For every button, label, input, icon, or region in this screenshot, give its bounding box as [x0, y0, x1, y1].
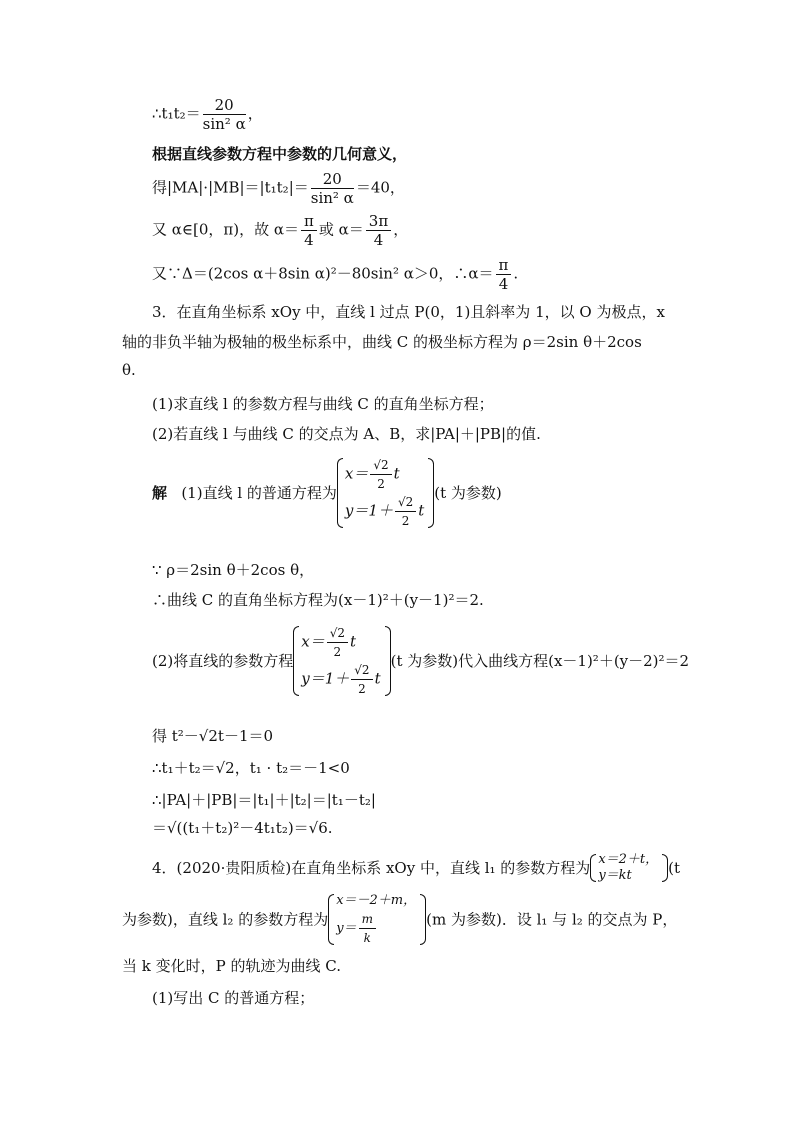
parametric-system: x＝2＋t， y＝kt [590, 852, 668, 884]
fraction: $\frac{√2}{2}$ [370, 456, 391, 493]
fraction: $\frac{20}{\text{sin² α}}$ [202, 96, 246, 133]
problem-4-question-1: (1)写出 C 的普通方程； [152, 989, 315, 1007]
fraction: $\frac{√2}{2}$ [395, 493, 416, 530]
fraction: $\frac{√2}{2}$ [351, 661, 372, 698]
line-delta: 又∵Δ＝(2cos α＋8sin α)²－80sin² α＞0，∴α＝ $\frac{\pi}{4}$ . [152, 256, 519, 293]
problem-4-line-1: 4．(2020·贵阳质检)在直角坐标系 xOy 中，直线 l₁ 的参数方程为 x＝2＋t， y＝kt (t [152, 852, 681, 883]
line-quadratic: 得 t²－√2t－1＝0 [152, 727, 274, 745]
parametric-system: x＝ $\frac{√2}{2}$ t y＝1＋ $\frac{√2}{2}$ t [337, 456, 434, 530]
line-alpha-range: 又 α∈[0，π)，故 α＝ $\frac{\pi}{4}$ 或 α＝ $\frac{3\pi}{4}$ ， [152, 212, 409, 249]
line-sum-product: ∴t₁＋t₂＝√2，t₁ · t₂＝－1<0 [152, 759, 350, 777]
problem-3-line-2: 轴的非负半轴为极轴的极坐标系中，曲线 C 的极坐标方程为 ρ＝2sin θ＋2cos [122, 333, 642, 351]
line-ma-mb: 得|MA|·|MB|＝|t₁t₂|＝ $\frac{20}{\text{sin² α}}$ ＝40， [152, 170, 405, 207]
fraction: $\frac{20}{\text{sin² α}}$ [310, 170, 354, 207]
line-rho: ∵ ρ＝2sin θ＋2cos θ， [152, 561, 315, 579]
fraction: $\frac{\pi}{4}$ [496, 256, 512, 293]
parametric-system: x＝－2＋m， y＝ $\frac{m}{k}$ [328, 892, 426, 947]
fraction: $\frac{3\pi}{4}$ [366, 212, 391, 249]
parametric-system: x＝ $\frac{√2}{2}$ t y＝1＋ $\frac{√2}{2}$ t [293, 624, 390, 698]
line-t1t2-text: ∴t₁t₂＝ [152, 104, 201, 123]
solution-label: 解 [152, 484, 168, 502]
solution-2: (2)将直线的参数方程 x＝ $\frac{√2}{2}$ t y＝1＋ $\frac{√2}{2}$ t (t 为参数)代入曲线方程(x－1)²＋(y－2)²＝2 [152, 626, 690, 696]
problem-3-line-3: θ. [122, 361, 136, 379]
line-curve-c: ∴曲线 C 的直角坐标方程为(x－1)²＋(y－1)²＝2. [152, 591, 484, 609]
line-geometric-meaning: 根据直线参数方程中参数的几何意义， [152, 145, 408, 163]
line-t1t2: ∴t₁t₂＝ $\frac{20}{\text{sin² α}}$ ， [152, 96, 263, 133]
fraction: $\frac{√2}{2}$ [327, 624, 348, 661]
fraction: $\frac{m}{k}$ [359, 910, 376, 947]
fraction: $\frac{\pi}{4}$ [301, 212, 317, 249]
line-pa-pb: ∴|PA|＋|PB|＝|t₁|＋|t₂|＝|t₁－t₂| [152, 791, 376, 809]
problem-4-line-2: 为参数)，直线 l₂ 的参数方程为 x＝－2＋m， y＝ $\frac{m}{k}$ (m 为参数)．设 l₁ 与 l₂ 的交点为 P， [122, 893, 678, 945]
question-2: (2)若直线 l 与曲线 C 的交点为 A、B，求|PA|＋|PB|的值. [152, 425, 541, 443]
problem-4-line-3: 当 k 变化时，P 的轨迹为曲线 C. [122, 957, 341, 975]
line-result: ＝√((t₁＋t₂)²－4t₁t₂)＝√6. [152, 819, 333, 837]
problem-3-line-1: 3．在直角坐标系 xOy 中，直线 l 过点 P(0，1)且斜率为 1，以 O 为极点，x [152, 303, 665, 321]
question-1: (1)求直线 l 的参数方程与曲线 C 的直角坐标方程； [152, 395, 494, 413]
solution-1: 解 (1)直线 l 的普通方程为 x＝ $\frac{√2}{2}$ t y＝1＋ $\frac{√2}{2}$ t (t 为参数) [152, 458, 502, 528]
